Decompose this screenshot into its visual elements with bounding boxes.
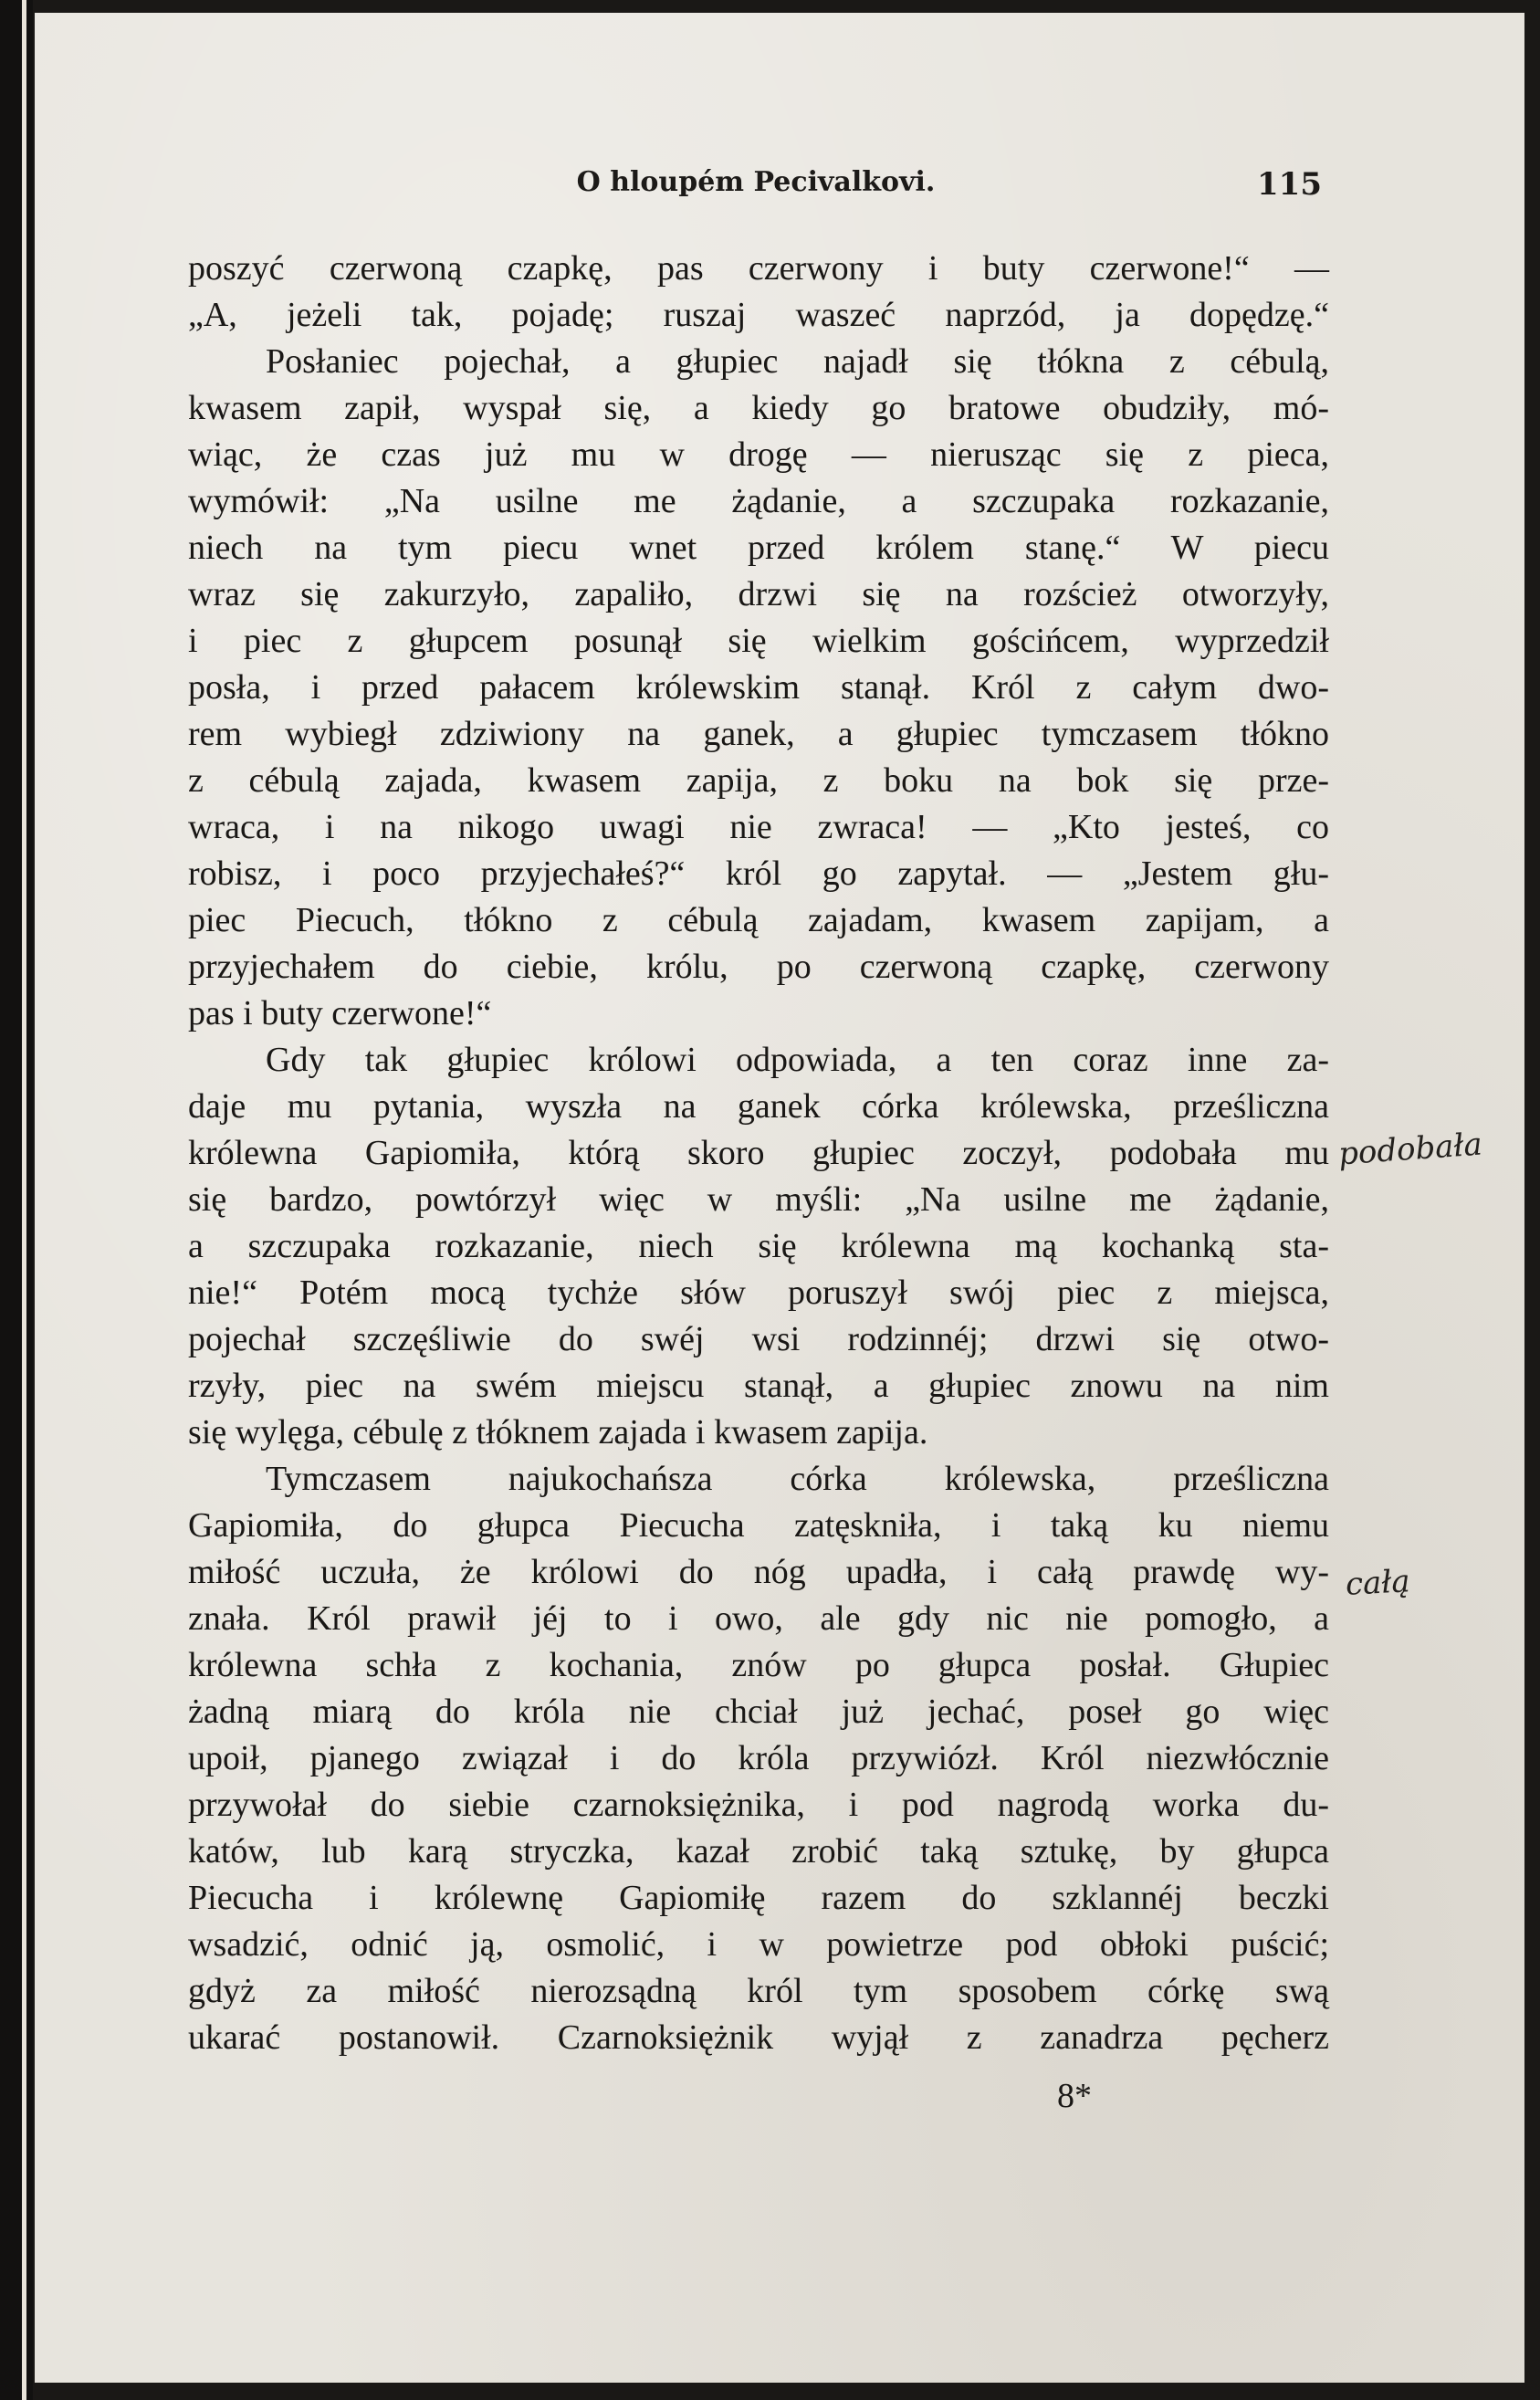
scan-binding-rule — [22, 0, 26, 2400]
text-line: znała. Król prawił jéj to i owo, ale gdy nic nie pomogło, a — [188, 1599, 1329, 1638]
text-line: z cébulą zajada, kwasem zapija, z boku na bok się prze- — [188, 761, 1329, 800]
text-line: „A, jeżeli tak, pojadę; ruszaj waszeć naprzód, ja dopędzę.“ — [188, 296, 1329, 334]
page-header — [190, 166, 1322, 217]
text-line: żadną miarą do króla nie chciał już jechać, poseł go więc — [188, 1693, 1329, 1731]
handwritten-margin-note: podobała — [1336, 1126, 1484, 1173]
handwritten-margin-note: całą — [1345, 1563, 1411, 1603]
text-line: Gapiomiła, do głupca Piecucha zatęskniła, i taką ku niemu — [188, 1506, 1329, 1545]
text-line: królewna schła z kochania, znów po głupca posłał. Głupiec — [188, 1646, 1329, 1684]
text-line: rem wybiegł zdziwiony na ganek, a głupiec tymczasem tłókno — [188, 715, 1329, 753]
text-line: się bardzo, powtórzył więc w myśli: „Na usilne me żądanie, — [188, 1180, 1329, 1219]
text-line: poszyć czerwoną czapkę, pas czerwony i buty czerwone!“ — — [188, 249, 1329, 288]
text-line: upoił, pjanego związał i do króla przywiózł. Król niezwłócznie — [188, 1739, 1329, 1777]
text-line: Piecucha i królewnę Gapiomiłę razem do szklannéj beczki — [188, 1879, 1329, 1917]
text-line: Gdy tak głupiec królowi odpowiada, a ten coraz inne za- — [266, 1041, 1329, 1079]
text-line: ukarać postanowił. Czarnoksiężnik wyjął z zanadrza pęcherz — [188, 2018, 1329, 2057]
text-line: Tymczasem najukochańsza córka królewska, prześliczna — [266, 1460, 1329, 1498]
text-line: kwasem zapił, wyspał się, a kiedy go bratowe obudziły, mó- — [188, 389, 1329, 427]
text-line: gdyż za miłość nierozsądną król tym sposobem córkę swą — [188, 1972, 1329, 2010]
text-line: wymówił: „Na usilne me żądanie, a szczupaka rozkazanie, — [188, 482, 1329, 520]
book-page — [35, 13, 1524, 2383]
text-line: niech na tym piecu wnet przed królem stanę.“ W piecu — [188, 529, 1329, 567]
text-line: i piec z głupcem posunął się wielkim gościńcem, wyprzedził — [188, 622, 1329, 660]
signature-mark: 8* — [1057, 2077, 1092, 2115]
text-line: wsadzić, odnić ją, osmolić, i w powietrze pod obłoki puścić; — [188, 1925, 1329, 1964]
text-line: katów, lub karą stryczka, kazał zrobić taką sztukę, by głupca — [188, 1832, 1329, 1871]
text-line: wraca, i na nikogo uwagi nie zwraca! — „Kto jesteś, co — [188, 808, 1329, 846]
text-line: miłość uczuła, że królowi do nóg upadła, i całą prawdę wy- — [188, 1553, 1329, 1591]
text-line: wraz się zakurzyło, zapaliło, drzwi się na rozścież otworzyły, — [188, 575, 1329, 613]
text-line: królewna Gapiomiła, którą skoro głupiec zoczył, podobała mu — [188, 1134, 1329, 1172]
text-line: przywołał do siebie czarnoksiężnika, i pod nagrodą worka du- — [188, 1786, 1329, 1824]
scan-left-edge — [0, 0, 33, 2400]
text-line: przyjechałem do ciebie, królu, po czerwoną czapkę, czerwony — [188, 948, 1329, 986]
text-line: wiąc, że czas już mu w drogę — nierusząc się z pieca, — [188, 435, 1329, 474]
text-line: piec Piecuch, tłókno z cébulą zajadam, kwasem zapijam, a — [188, 901, 1329, 939]
text-line: pas i buty czerwone!“ — [188, 994, 492, 1032]
text-line: nie!“ Potém mocą tychże słów poruszył swój piec z miejsca, — [188, 1273, 1329, 1312]
body-text — [188, 246, 1329, 2061]
page-number: 115 — [1257, 166, 1322, 203]
text-line: robisz, i poco przyjechałeś?“ król go zapytał. — „Jestem głu- — [188, 854, 1329, 893]
text-line: daje mu pytania, wyszła na ganek córka królewska, prześliczna — [188, 1087, 1329, 1126]
text-line: się wylęga, cébulę z tłóknem zajada i kwasem zapija. — [188, 1413, 928, 1452]
text-line: pojechał szczęśliwie do swéj wsi rodzinnéj; drzwi się otwo- — [188, 1320, 1329, 1358]
running-title: O hloupém Pecivalkovi. — [576, 166, 936, 198]
text-line: a szczupaka rozkazanie, niech się królewna mą kochanką sta- — [188, 1227, 1329, 1265]
text-line: posła, i przed pałacem królewskim stanął. Król z całym dwo- — [188, 668, 1329, 707]
text-line: Posłaniec pojechał, a głupiec najadł się tłókna z cébulą, — [266, 342, 1329, 381]
text-line: rzyły, piec na swém miejscu stanął, a głupiec znowu na nim — [188, 1367, 1329, 1405]
